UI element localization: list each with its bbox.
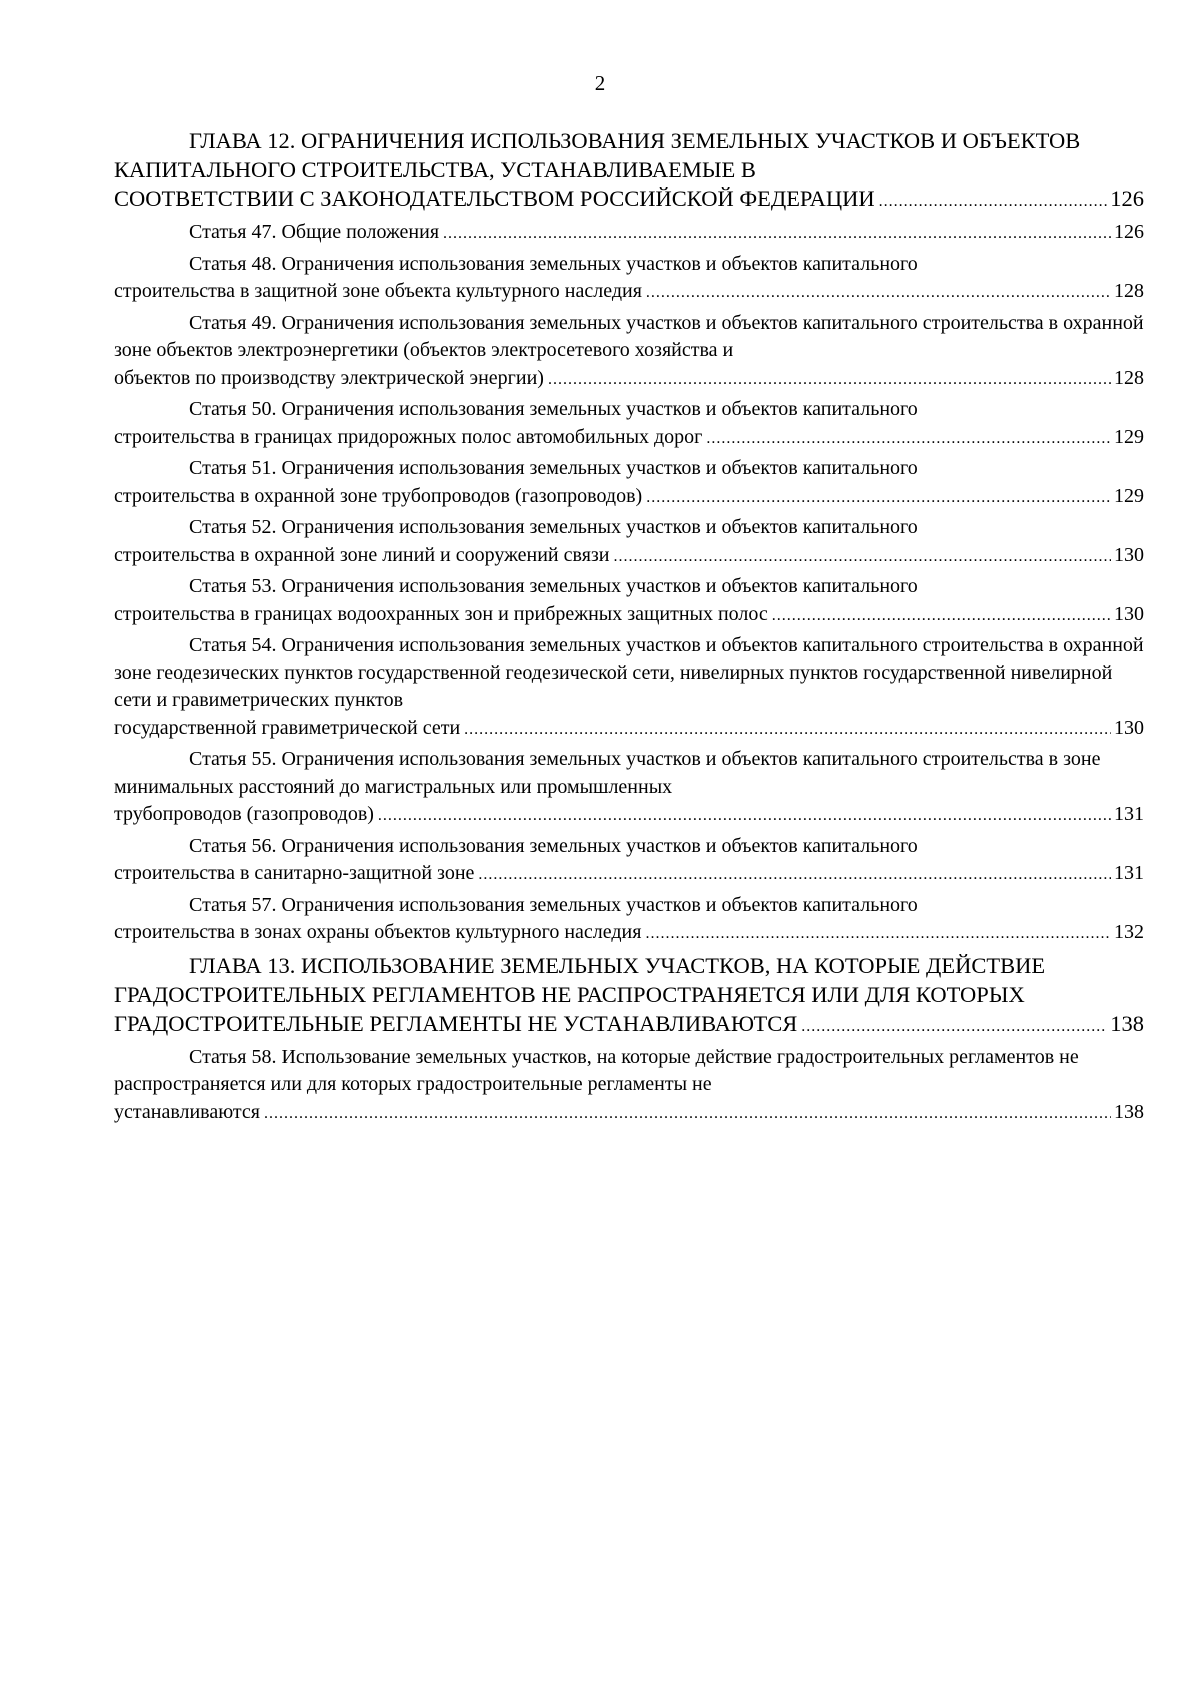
toc-entry-last-line	[114, 219, 1144, 248]
toc-entry-text-end: объектов по производству электрической энергии)	[114, 366, 544, 389]
toc-entry-last-line	[114, 715, 1144, 744]
toc-entry-text: Статья 49. Ограничения использования земельных участков и объектов капитального строительства в охранной зоне объектов электроэнергетики (объектов электросетевого хозяйства и	[114, 311, 1144, 361]
toc-entry-page: 130	[1114, 602, 1144, 625]
toc-entry-last-line	[114, 601, 1144, 630]
toc-entry-page: 138	[1114, 1100, 1144, 1123]
toc-entry-page: 132	[1114, 921, 1144, 943]
table-of-contents	[114, 126, 1144, 1130]
toc-entry-page: 129	[1114, 484, 1144, 507]
toc-entry-page: 129	[1114, 425, 1144, 448]
toc-entry-text-end: строительства в границах придорожных полос автомобильных дорог	[114, 425, 703, 448]
toc-entry-page: 126	[1114, 221, 1144, 243]
toc-entry-article-47[interactable]	[114, 219, 1144, 248]
dot-leader	[548, 366, 1111, 394]
toc-entry-last-line	[114, 1099, 1144, 1128]
toc-entry-text-end: строительства в защитной зоне объекта культурного наследия	[114, 280, 642, 302]
toc-entry-last-line	[114, 860, 1144, 889]
toc-entry-text: Статья 57. Ограничения использования земельных участков и объектов капитального	[189, 893, 918, 916]
toc-entry-last-line	[114, 278, 1144, 307]
dot-leader	[378, 802, 1111, 830]
toc-entry-text: Статья 53. Ограничения использования земельных участков и объектов капитального	[189, 575, 918, 597]
toc-entry-chapter-13[interactable]	[114, 951, 1144, 1041]
toc-entry-text-end: государственной гравиметрической сети	[114, 716, 461, 739]
toc-entry-article-53[interactable]	[114, 573, 1144, 629]
toc-entry-article-58[interactable]	[114, 1044, 1144, 1128]
dot-leader	[772, 602, 1111, 630]
dot-leader	[614, 543, 1112, 571]
dot-leader	[464, 716, 1111, 744]
toc-entry-text: Статья 51. Ограничения использования земельных участков и объектов капитального	[189, 457, 918, 479]
dot-leader	[706, 425, 1111, 453]
dot-leader	[443, 220, 1111, 248]
toc-entry-text: Статья 55. Ограничения использования земельных участков и объектов капитального строительства в зоне минимальных расстояний до магистральных или промышленных	[114, 748, 1101, 798]
toc-entry-page: 126	[1110, 186, 1144, 211]
toc-entry-last-line	[114, 542, 1144, 571]
toc-entry-article-49[interactable]	[114, 310, 1144, 394]
toc-entry-page: 130	[1114, 716, 1144, 739]
toc-entry-text-end: Статья 47. Общие положения	[189, 221, 440, 243]
toc-entry-page: 138	[1110, 1010, 1144, 1036]
toc-entry-text-end: строительства в границах водоохранных зон и прибрежных защитных полос	[114, 602, 768, 625]
toc-entry-text: Статья 50. Ограничения использования земельных участков и объектов капитального	[189, 398, 918, 420]
toc-entry-text: ГЛАВА 13. ИСПОЛЬЗОВАНИЕ ЗЕМЕЛЬНЫХ УЧАСТКОВ, НА КОТОРЫЕ ДЕЙСТВИЕ ГРАДОСТРОИТЕЛЬНЫХ РЕГЛАМЕНТОВ НЕ РАСПРОСТРАНЯЕТСЯ ИЛИ ДЛЯ КОТОРЫХ	[114, 952, 1046, 1007]
dot-leader	[646, 484, 1111, 512]
toc-entry-text-end: СООТВЕТСТВИИ С ЗАКОНОДАТЕЛЬСТВОМ РОССИЙСКОЙ ФЕДЕРАЦИИ	[114, 186, 875, 211]
toc-entry-text: ГЛАВА 12. ОГРАНИЧЕНИЯ ИСПОЛЬЗОВАНИЯ ЗЕМЕЛЬНЫХ УЧАСТКОВ И ОБЪЕКТОВ КАПИТАЛЬНОГО СТРОИТЕЛЬСТВА, УСТАНАВЛИВАЕМЫЕ В	[114, 128, 1081, 182]
dot-leader	[879, 187, 1108, 216]
toc-entry-text-end: строительства в охранной зоне трубопроводов (газопроводов)	[114, 484, 643, 507]
toc-entry-last-line	[114, 365, 1144, 394]
toc-entry-article-50[interactable]	[114, 396, 1144, 452]
toc-entry-page: 131	[1114, 862, 1144, 884]
toc-entry-article-51[interactable]	[114, 455, 1144, 511]
toc-entry-text: Статья 48. Ограничения использования земельных участков и объектов капитального	[189, 252, 918, 275]
toc-entry-article-56[interactable]	[114, 833, 1144, 889]
toc-entry-last-line	[114, 184, 1144, 216]
toc-entry-text-end: ГРАДОСТРОИТЕЛЬНЫЕ РЕГЛАМЕНТЫ НЕ УСТАНАВЛИВАЮТСЯ	[114, 1010, 798, 1036]
toc-entry-last-line	[114, 919, 1144, 948]
toc-entry-text-end: устанавливаются	[114, 1100, 260, 1123]
toc-entry-last-line	[114, 424, 1144, 453]
page-number: 2	[594, 71, 606, 95]
toc-entry-chapter-12[interactable]	[114, 126, 1144, 216]
toc-entry-page: 128	[1114, 280, 1144, 302]
toc-entry-text: Статья 54. Ограничения использования земельных участков и объектов капитального строительства в охранной зоне геодезических пунктов государственной геодезической сети, нивелирных пунктов государственной нивелирной сети и гравиметрических пунктов	[114, 634, 1144, 711]
toc-entry-article-52[interactable]	[114, 514, 1144, 570]
dot-leader	[646, 279, 1111, 307]
toc-entry-last-line	[114, 1009, 1144, 1041]
toc-entry-text-end: строительства в санитарно-защитной зоне	[114, 862, 475, 884]
toc-entry-article-54[interactable]	[114, 632, 1144, 743]
toc-entry-article-48[interactable]	[114, 251, 1144, 307]
toc-entry-last-line	[114, 483, 1144, 512]
toc-entry-text: Статья 56. Ограничения использования земельных участков и объектов капитального	[189, 834, 918, 857]
toc-entry-text-end: трубопроводов (газопроводов)	[114, 803, 374, 825]
toc-entry-last-line	[114, 801, 1144, 830]
toc-entry-text-end: строительства в зонах охраны объектов культурного наследия	[114, 921, 642, 943]
dot-leader	[264, 1100, 1111, 1128]
toc-entry-article-57[interactable]	[114, 892, 1144, 948]
toc-entry-page: 131	[1114, 803, 1144, 825]
toc-entry-page: 128	[1114, 366, 1144, 389]
toc-entry-page: 130	[1114, 543, 1144, 566]
toc-entry-article-55[interactable]	[114, 746, 1144, 830]
dot-leader	[801, 1012, 1107, 1041]
toc-entry-text: Статья 52. Ограничения использования земельных участков и объектов капитального	[189, 516, 918, 538]
toc-entry-text-end: строительства в охранной зоне линий и сооружений связи	[114, 543, 610, 566]
dot-leader	[478, 861, 1111, 889]
dot-leader	[645, 920, 1111, 948]
toc-entry-text: Статья 58. Использование земельных участков, на которые действие градостроительных регламентов не распространяется или для которых градостроительные регламенты не	[114, 1045, 1079, 1095]
